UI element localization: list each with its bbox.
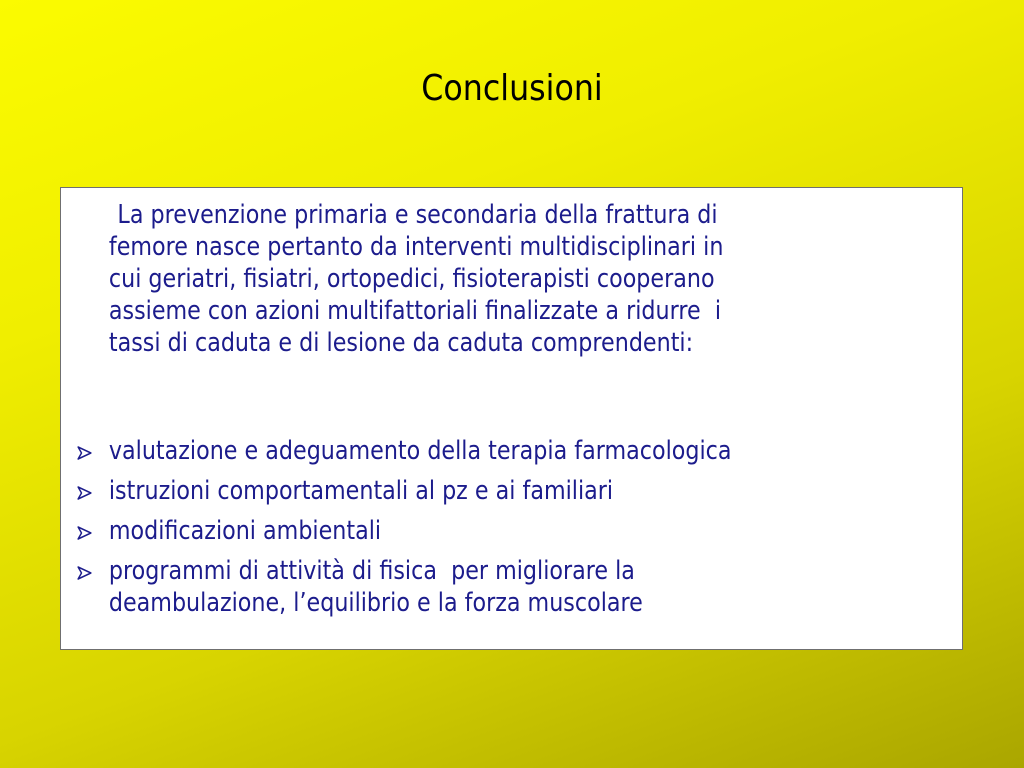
arrow-bullet-icon: [76, 485, 93, 501]
list-item: [61, 475, 1002, 507]
intro-paragraph: [61, 199, 1002, 359]
list-item-text: [109, 435, 1002, 467]
list-item: [61, 515, 1002, 547]
intro-line: La prevenzione primaria e secondaria della frattura di: [117, 200, 718, 230]
list-item-line: deambulazione, l’equilibrio e la forza muscolare: [108, 588, 643, 618]
list-item-line: modificazioni ambientali: [108, 516, 382, 546]
slide-title: Conclusioni: [421, 68, 603, 109]
bullet-list: [61, 435, 1002, 627]
list-item-line: programmi di attività di fisica per migliorare la: [108, 556, 635, 586]
list-item: [61, 555, 1002, 619]
list-item: [61, 435, 1002, 467]
arrow-bullet-icon: [76, 525, 93, 541]
intro-line: tassi di caduta e di lesione da caduta comprendenti:: [108, 328, 694, 358]
list-item-line: valutazione e adeguamento della terapia farmacologica: [108, 436, 732, 466]
list-item-text: [109, 475, 1002, 507]
arrow-bullet-icon: [76, 445, 93, 461]
arrow-bullet-icon: [76, 565, 93, 581]
list-item-text: [109, 555, 1002, 619]
intro-line: assieme con azioni multifattoriali finalizzate a ridurre i: [108, 296, 722, 326]
intro-line: cui geriatri, fisiatri, ortopedici, fisioterapisti cooperano: [108, 264, 715, 294]
list-item-line: istruzioni comportamentali al pz e ai familiari: [108, 476, 614, 506]
content-box: [60, 187, 963, 650]
list-item-text: [109, 515, 1002, 547]
intro-line: femore nasce pertanto da interventi multidisciplinari in: [108, 232, 724, 262]
